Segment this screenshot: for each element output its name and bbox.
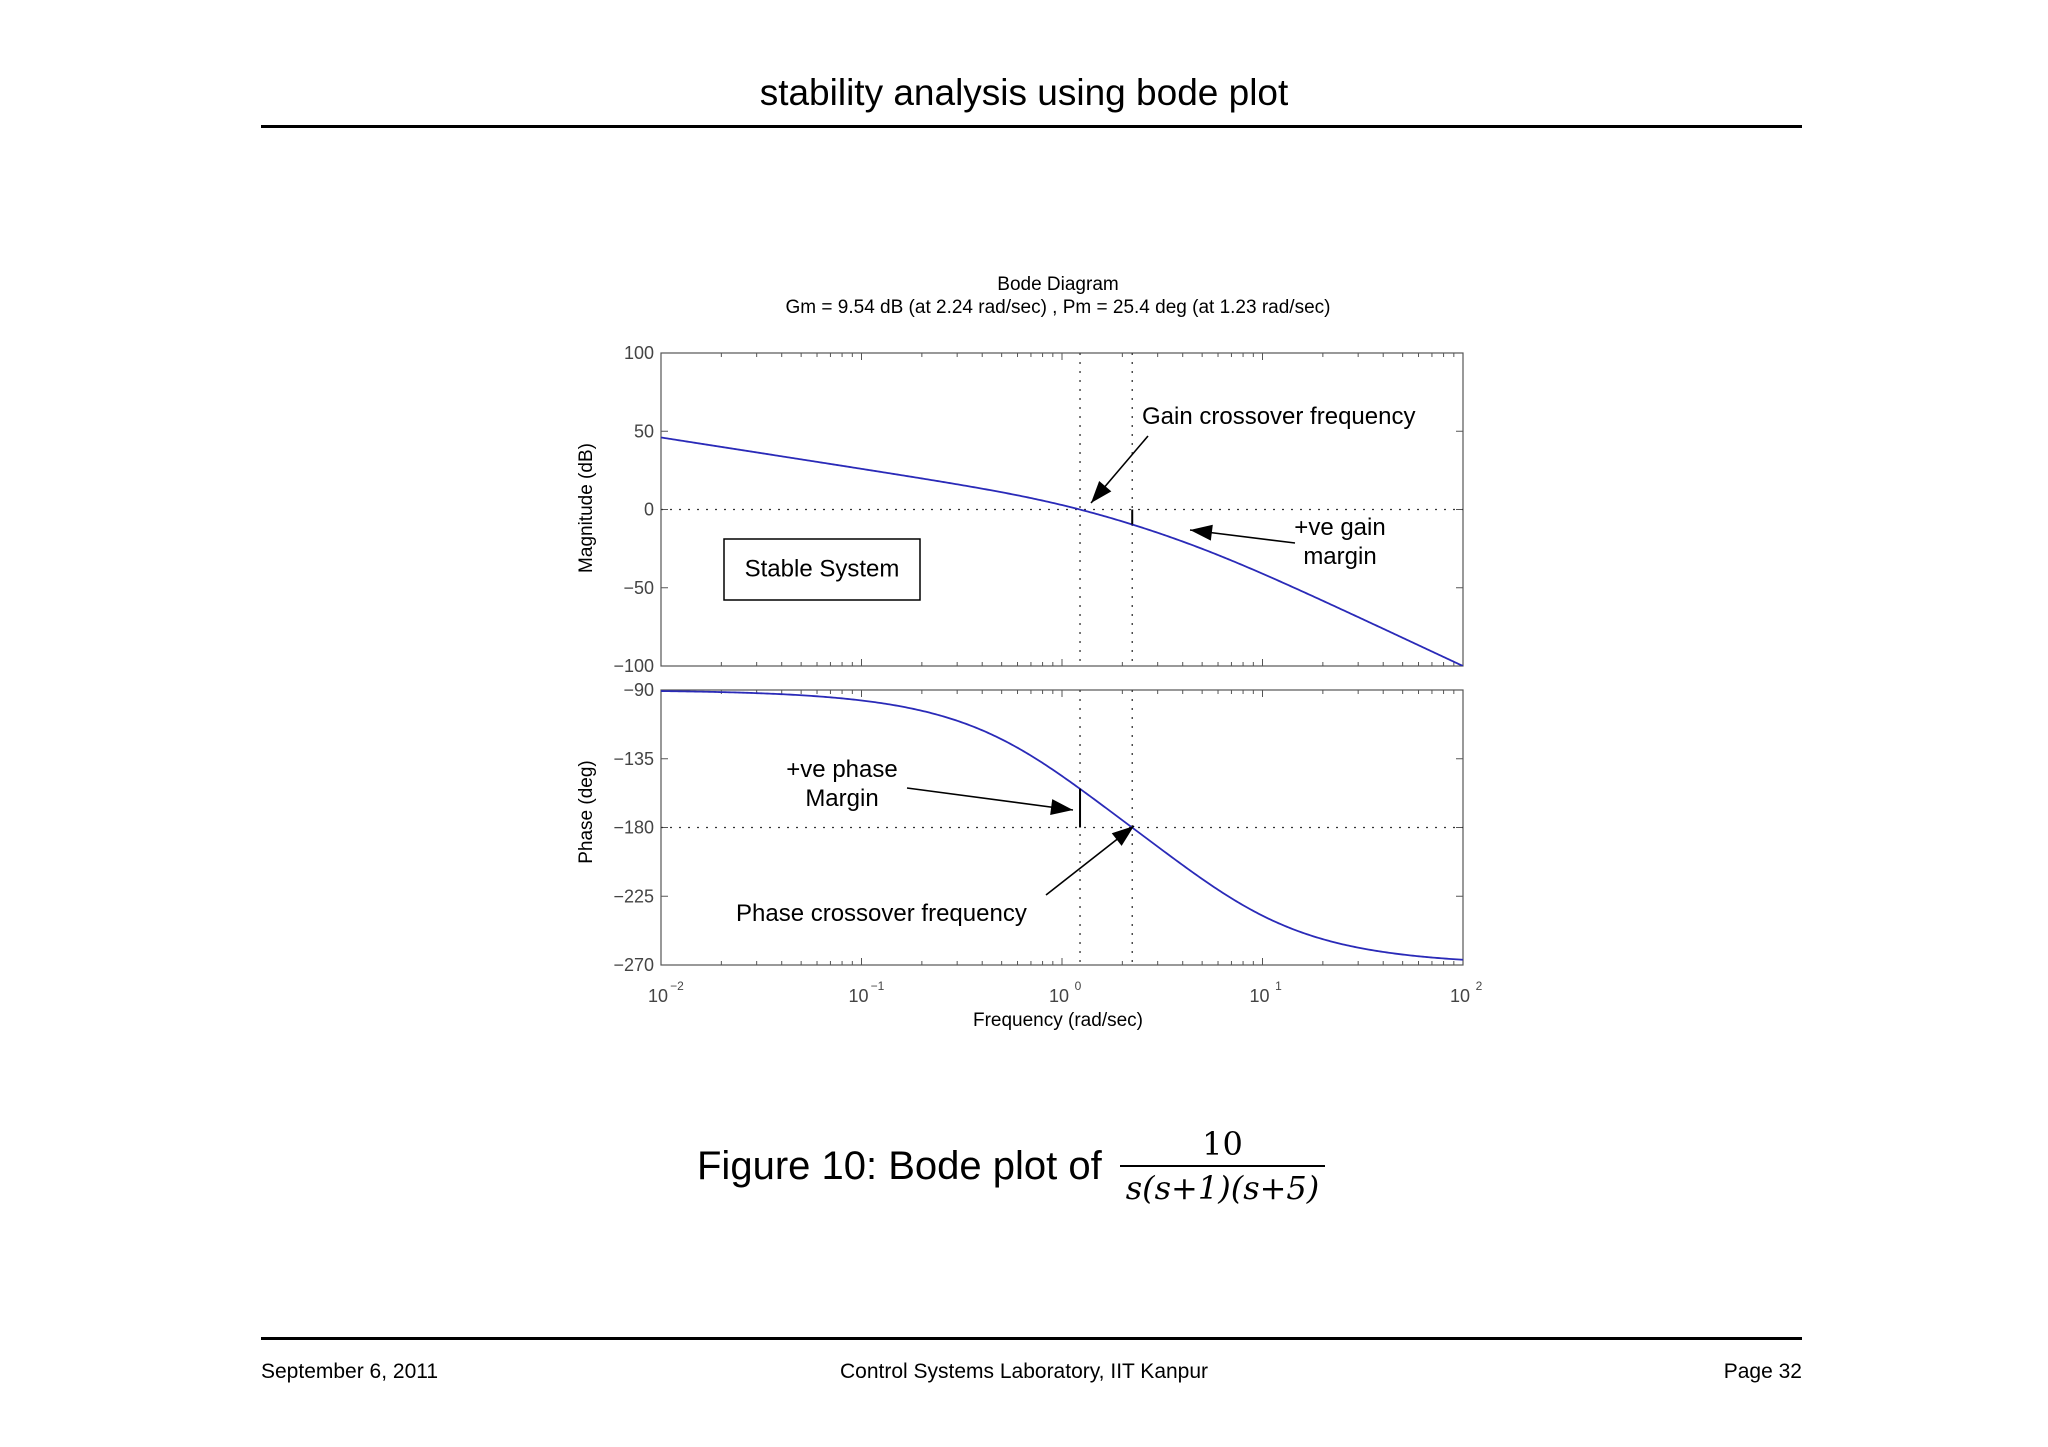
phase-ylabel: Phase (deg)	[576, 760, 597, 864]
caption-text: Figure 10: Bode plot of	[697, 1143, 1102, 1188]
magnitude-ytick-label: 0	[643, 499, 654, 520]
x-tick-label-exponent: −1	[870, 979, 885, 993]
magnitude-ytick-label: 100	[623, 343, 654, 363]
x-tick-label: 10	[1449, 986, 1471, 1006]
x-tick-label-exponent: −2	[670, 979, 684, 993]
phase-ytick-label: −90	[623, 680, 654, 700]
phase-ytick-label: −225	[613, 886, 654, 907]
figure-caption	[697, 1125, 1325, 1207]
phase-crossover-arrow-head	[1112, 826, 1134, 846]
phase-margin-arrow-head	[1050, 799, 1073, 815]
gain-crossover-arrow-head	[1091, 481, 1111, 503]
x-tick-label: 10	[1048, 986, 1070, 1006]
x-axis-label: Frequency (rad/sec)	[972, 1010, 1144, 1031]
tf-denominator: s(s+1)(s+5)	[1120, 1165, 1326, 1207]
tf-numerator: 10	[1202, 1125, 1243, 1163]
x-tick-label-exponent: 2	[1475, 979, 1483, 993]
x-tick-label: 10	[647, 986, 669, 1006]
magnitude-ytick-label: −100	[613, 656, 654, 676]
x-tick-label: 10	[848, 986, 869, 1006]
chart-subtitle: Gm = 9.54 dB (at 2.24 rad/sec) , Pm = 25.4 deg (at 1.23 rad/sec)	[785, 297, 1331, 318]
phase-margin-label-line2: Margin	[805, 785, 879, 812]
magnitude-frame	[661, 353, 1463, 666]
phase-panel	[613, 680, 1463, 975]
page-title: stability analysis using bode plot	[759, 72, 1289, 113]
footer-lab: Control Systems Laboratory, IIT Kanpur	[839, 1360, 1209, 1383]
footer-date: September 6, 2011	[261, 1360, 439, 1383]
x-tick-label-exponent: 1	[1275, 979, 1282, 993]
phase-crossover-label: Phase crossover frequency	[736, 900, 1027, 927]
footer-rule	[261, 1337, 1802, 1340]
stable-system-label: Stable System	[744, 555, 900, 583]
chart-title: Bode Diagram	[997, 274, 1119, 295]
phase-margin-arrow-line	[907, 788, 1073, 810]
phase-margin-label-line1: +ve phase	[786, 756, 898, 783]
phase-ytick-label: −270	[613, 955, 654, 975]
phase-ytick-label: −180	[613, 817, 654, 838]
magnitude-ytick-label: 50	[633, 421, 654, 442]
gain-margin-label-line1: +ve gain	[1294, 514, 1386, 541]
transfer-function	[1120, 1125, 1326, 1207]
gain-crossover-label: Gain crossover frequency	[1142, 403, 1416, 430]
footer-page: Page 32	[1723, 1360, 1802, 1383]
x-tick-label-exponent: 0	[1074, 979, 1082, 993]
magnitude-ytick-label: −50	[623, 577, 654, 598]
phase-ytick-label: −135	[613, 748, 654, 769]
gain-margin-arrow-head	[1190, 525, 1213, 541]
magnitude-panel	[613, 343, 1463, 676]
gain-margin-label-line2: margin	[1303, 543, 1377, 570]
magnitude-ylabel: Magnitude (dB)	[576, 443, 597, 573]
x-tick-label: 10	[1249, 986, 1270, 1006]
